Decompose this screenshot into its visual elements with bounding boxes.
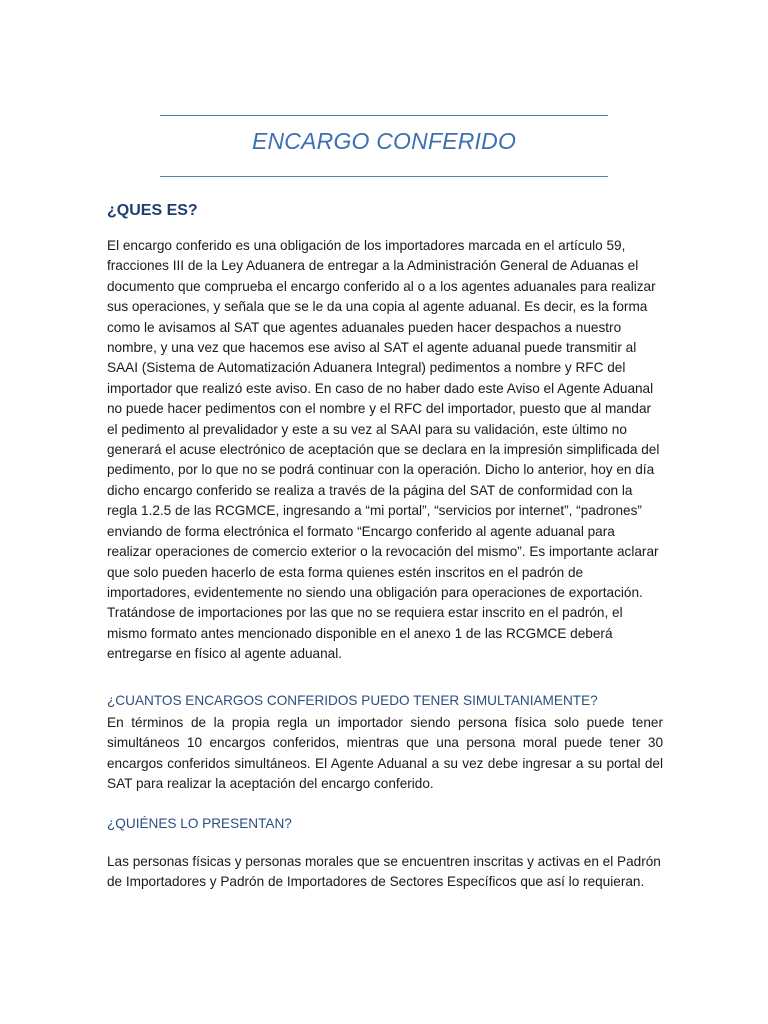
section-body-quienes-lo-presentan: Las personas físicas y personas morales que se encuentren inscritas y activas en el Padrón de Importadores y Padrón de Importadores de Sectores Específicos que así lo requieran. <box>107 854 661 890</box>
title-bottom-rule <box>160 176 608 177</box>
section-heading-cuantos-encargos: ¿CUANTOS ENCARGOS CONFERIDOS PUEDO TENER SIMULTANIAMENTE? <box>107 693 598 708</box>
section-heading-quienes-lo-presentan: ¿QUIÉNES LO PRESENTAN? <box>107 816 292 831</box>
title-top-rule <box>160 115 608 116</box>
section-body-ques-es: El encargo conferido es una obligación de los importadores marcada en el artículo 59, fracciones III de la Ley Aduanera de entregar a la Administración General de Aduanas el documento que comprueba el encargo conferido al o a los agentes aduanales para realizar sus operaciones, y señala que se le da una copia al agente aduanal. Es decir, es la forma como le avisamos al SAT que agentes aduanales pueden hacer despachos a nuestro nombre, y una vez que hacemos ese aviso al SAT el agente aduanal puede transmitir al SAAI (Sistema de Automatización Aduanera Integral) pedimentos a nombre y RFC del importador que realizó este aviso. En caso de no haber dado este Aviso el Agente Aduanal no puede hacer pedimentos con el nombre y el RFC del importador, puesto que al mandar el pedimento al prevalidador y este a su vez al SAAI para su validación, este último no generará el acuse electrónico de aceptación que se declara en la impresión simplificada del pedimento, por lo que no se podrá continuar con la operación. Dicho lo anterior, hoy en día dicho encargo conferido se realiza a través de la página del SAT de conformidad con la regla 1.2.5 de las RCGMCE, ingresando a “mi portal”, “servicios por internet”, “padrones” enviando de forma electrónica el formato “Encargo conferido al agente aduanal para realizar operaciones de comercio exterior o la revocación del mismo”. Es importante aclarar que solo pueden hacerlo de esta forma quienes estén inscritos en el padrón de importadores, evidentemente no siendo una obligación para operaciones de exportación. Tratándose de importaciones por las que no se requiera estar inscrito en el padrón, el mismo formato antes mencionado disponible en el anexo 1 de las RCGMCE deberá entregarse en físico al agente aduanal. <box>107 238 660 662</box>
document-title: ENCARGO CONFERIDO <box>251 128 517 154</box>
section-body-cuantos-encargos: En términos de la propia regla un importador siendo persona física solo puede tener simultáneos 10 encargos conferidos, mientras que una persona moral puede tener 30 encargos conferidos simultáneos. El Agente Aduanal a su vez debe ingresar a su portal del SAT para realizar la aceptación del encargo conferido. <box>107 715 663 792</box>
section-heading-ques-es: ¿QUES ES? <box>107 202 198 219</box>
